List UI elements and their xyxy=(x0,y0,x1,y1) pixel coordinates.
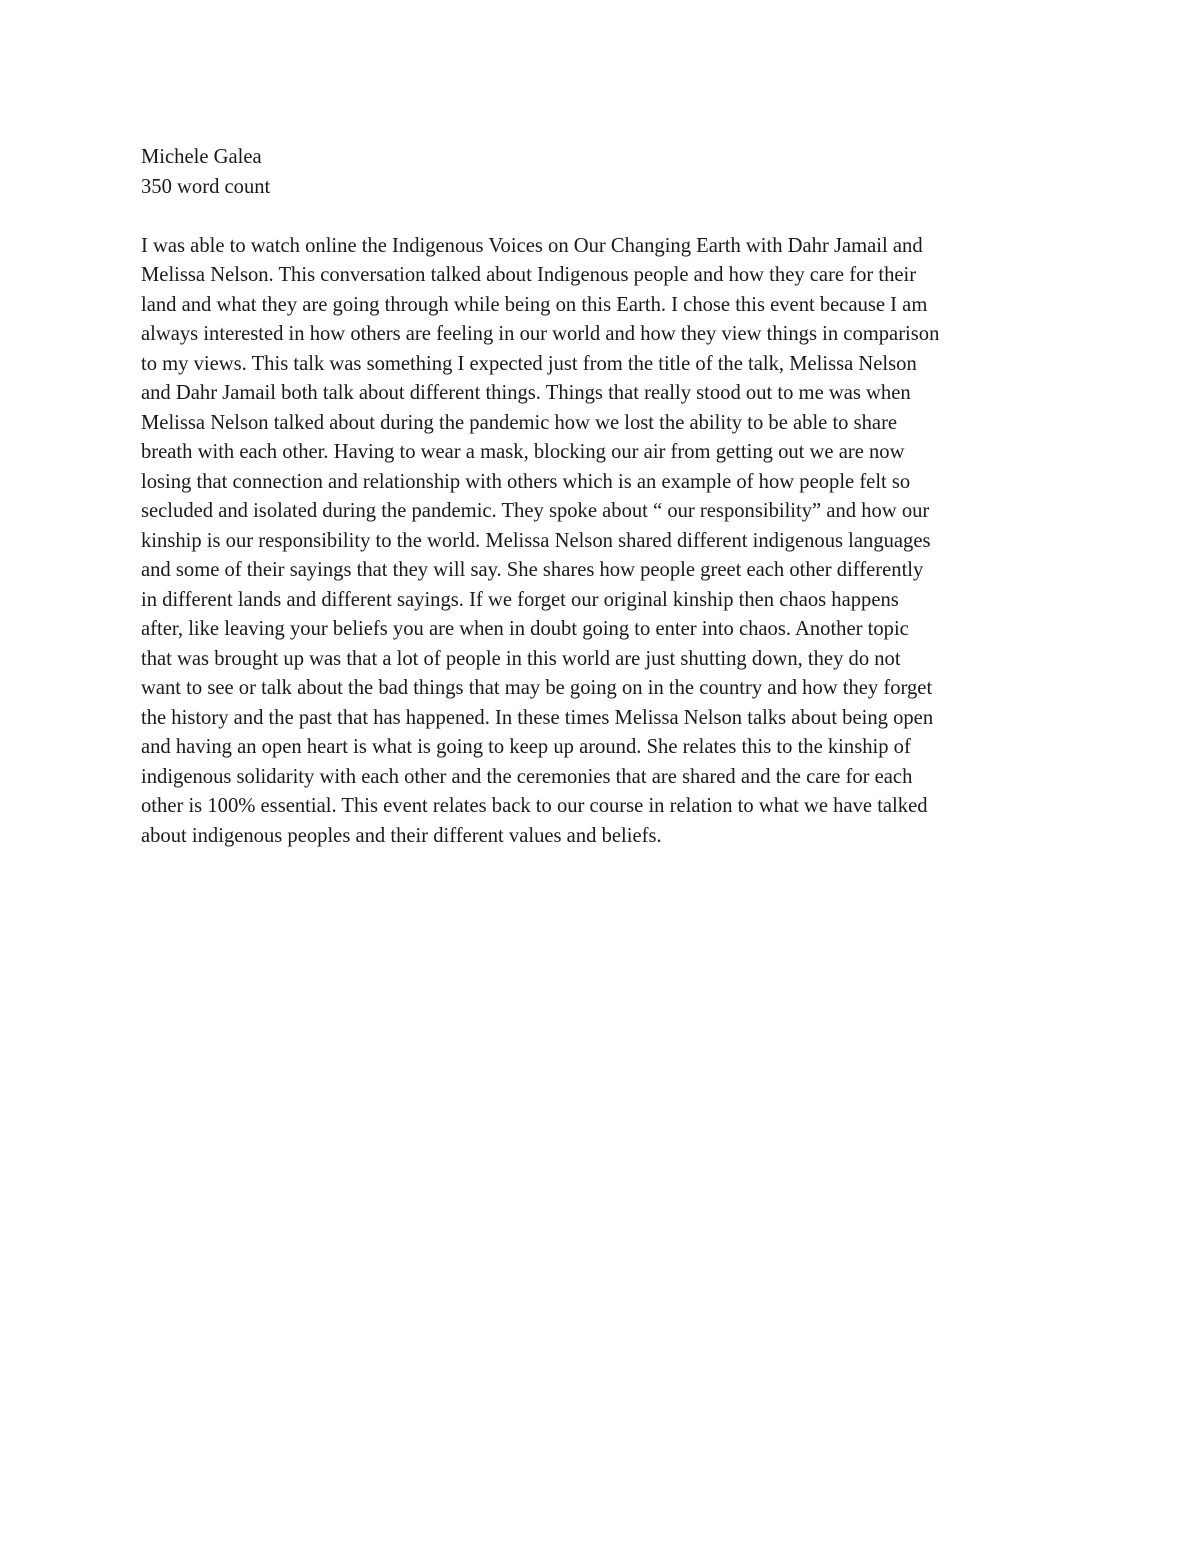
paragraph-line: want to see or talk about the bad things that may be going on in the country and how they forget xyxy=(141,677,933,699)
blank-line xyxy=(141,202,1056,232)
paragraph-line: Melissa Nelson talked about during the pandemic how we lost the ability to be able to share xyxy=(141,411,898,434)
paragraph-line: other is 100% essential. This event relates back to our course in relation to what we have talked xyxy=(141,795,928,817)
paragraph-line: to my views. This talk was something I expected just from the title of the talk, Melissa Nelson xyxy=(141,352,917,375)
paragraph-line: and some of their sayings that they will say. She shares how people greet each other differently xyxy=(141,559,924,581)
essay-paragraph xyxy=(141,232,1056,852)
paragraph-line: secluded and isolated during the pandemic. They spoke about “ our responsibility” and how our xyxy=(141,500,930,522)
document-text xyxy=(141,143,1056,851)
paragraph-line: kinship is our responsibility to the world. Melissa Nelson shared different indigenous languages xyxy=(141,529,931,552)
paragraph-line: losing that connection and relationship with others which is an example of how people felt so xyxy=(141,470,911,493)
paragraph-line: and having an open heart is what is going to keep up around. She relates this to the kinship of xyxy=(141,736,911,758)
paragraph-line: and Dahr Jamail both talk about different things. Things that really stood out to me was when xyxy=(141,382,911,404)
paragraph-line: Melissa Nelson. This conversation talked about Indigenous people and how they care for their xyxy=(141,264,917,286)
author-name: Michele Galea xyxy=(141,146,262,168)
paragraph-line: after, like leaving your beliefs you are when in doubt going to enter into chaos. Another topic xyxy=(141,618,909,640)
paragraph-line: breath with each other. Having to wear a mask, blocking our air from getting out we are now xyxy=(141,441,905,463)
paragraph-line: that was brought up was that a lot of people in this world are just shutting down, they do not xyxy=(141,647,901,670)
paragraph-line: I was able to watch online the Indigenous Voices on Our Changing Earth with Dahr Jamail and xyxy=(141,234,923,257)
word-count: 350 word count xyxy=(141,175,271,198)
paragraph-line: always interested in how others are feeling in our world and how they view things in comparison xyxy=(141,323,940,345)
paragraph-line: in different lands and different sayings. If we forget our original kinship then chaos happens xyxy=(141,588,899,611)
paragraph-line: indigenous solidarity with each other and the ceremonies that are shared and the care for each xyxy=(141,765,913,788)
paragraph-line: the history and the past that has happened. In these times Melissa Nelson talks about being open xyxy=(141,706,934,729)
paragraph-line: land and what they are going through while being on this Earth. I chose this event because I am xyxy=(141,293,928,316)
paragraph-line: about indigenous peoples and their different values and beliefs. xyxy=(141,824,662,847)
